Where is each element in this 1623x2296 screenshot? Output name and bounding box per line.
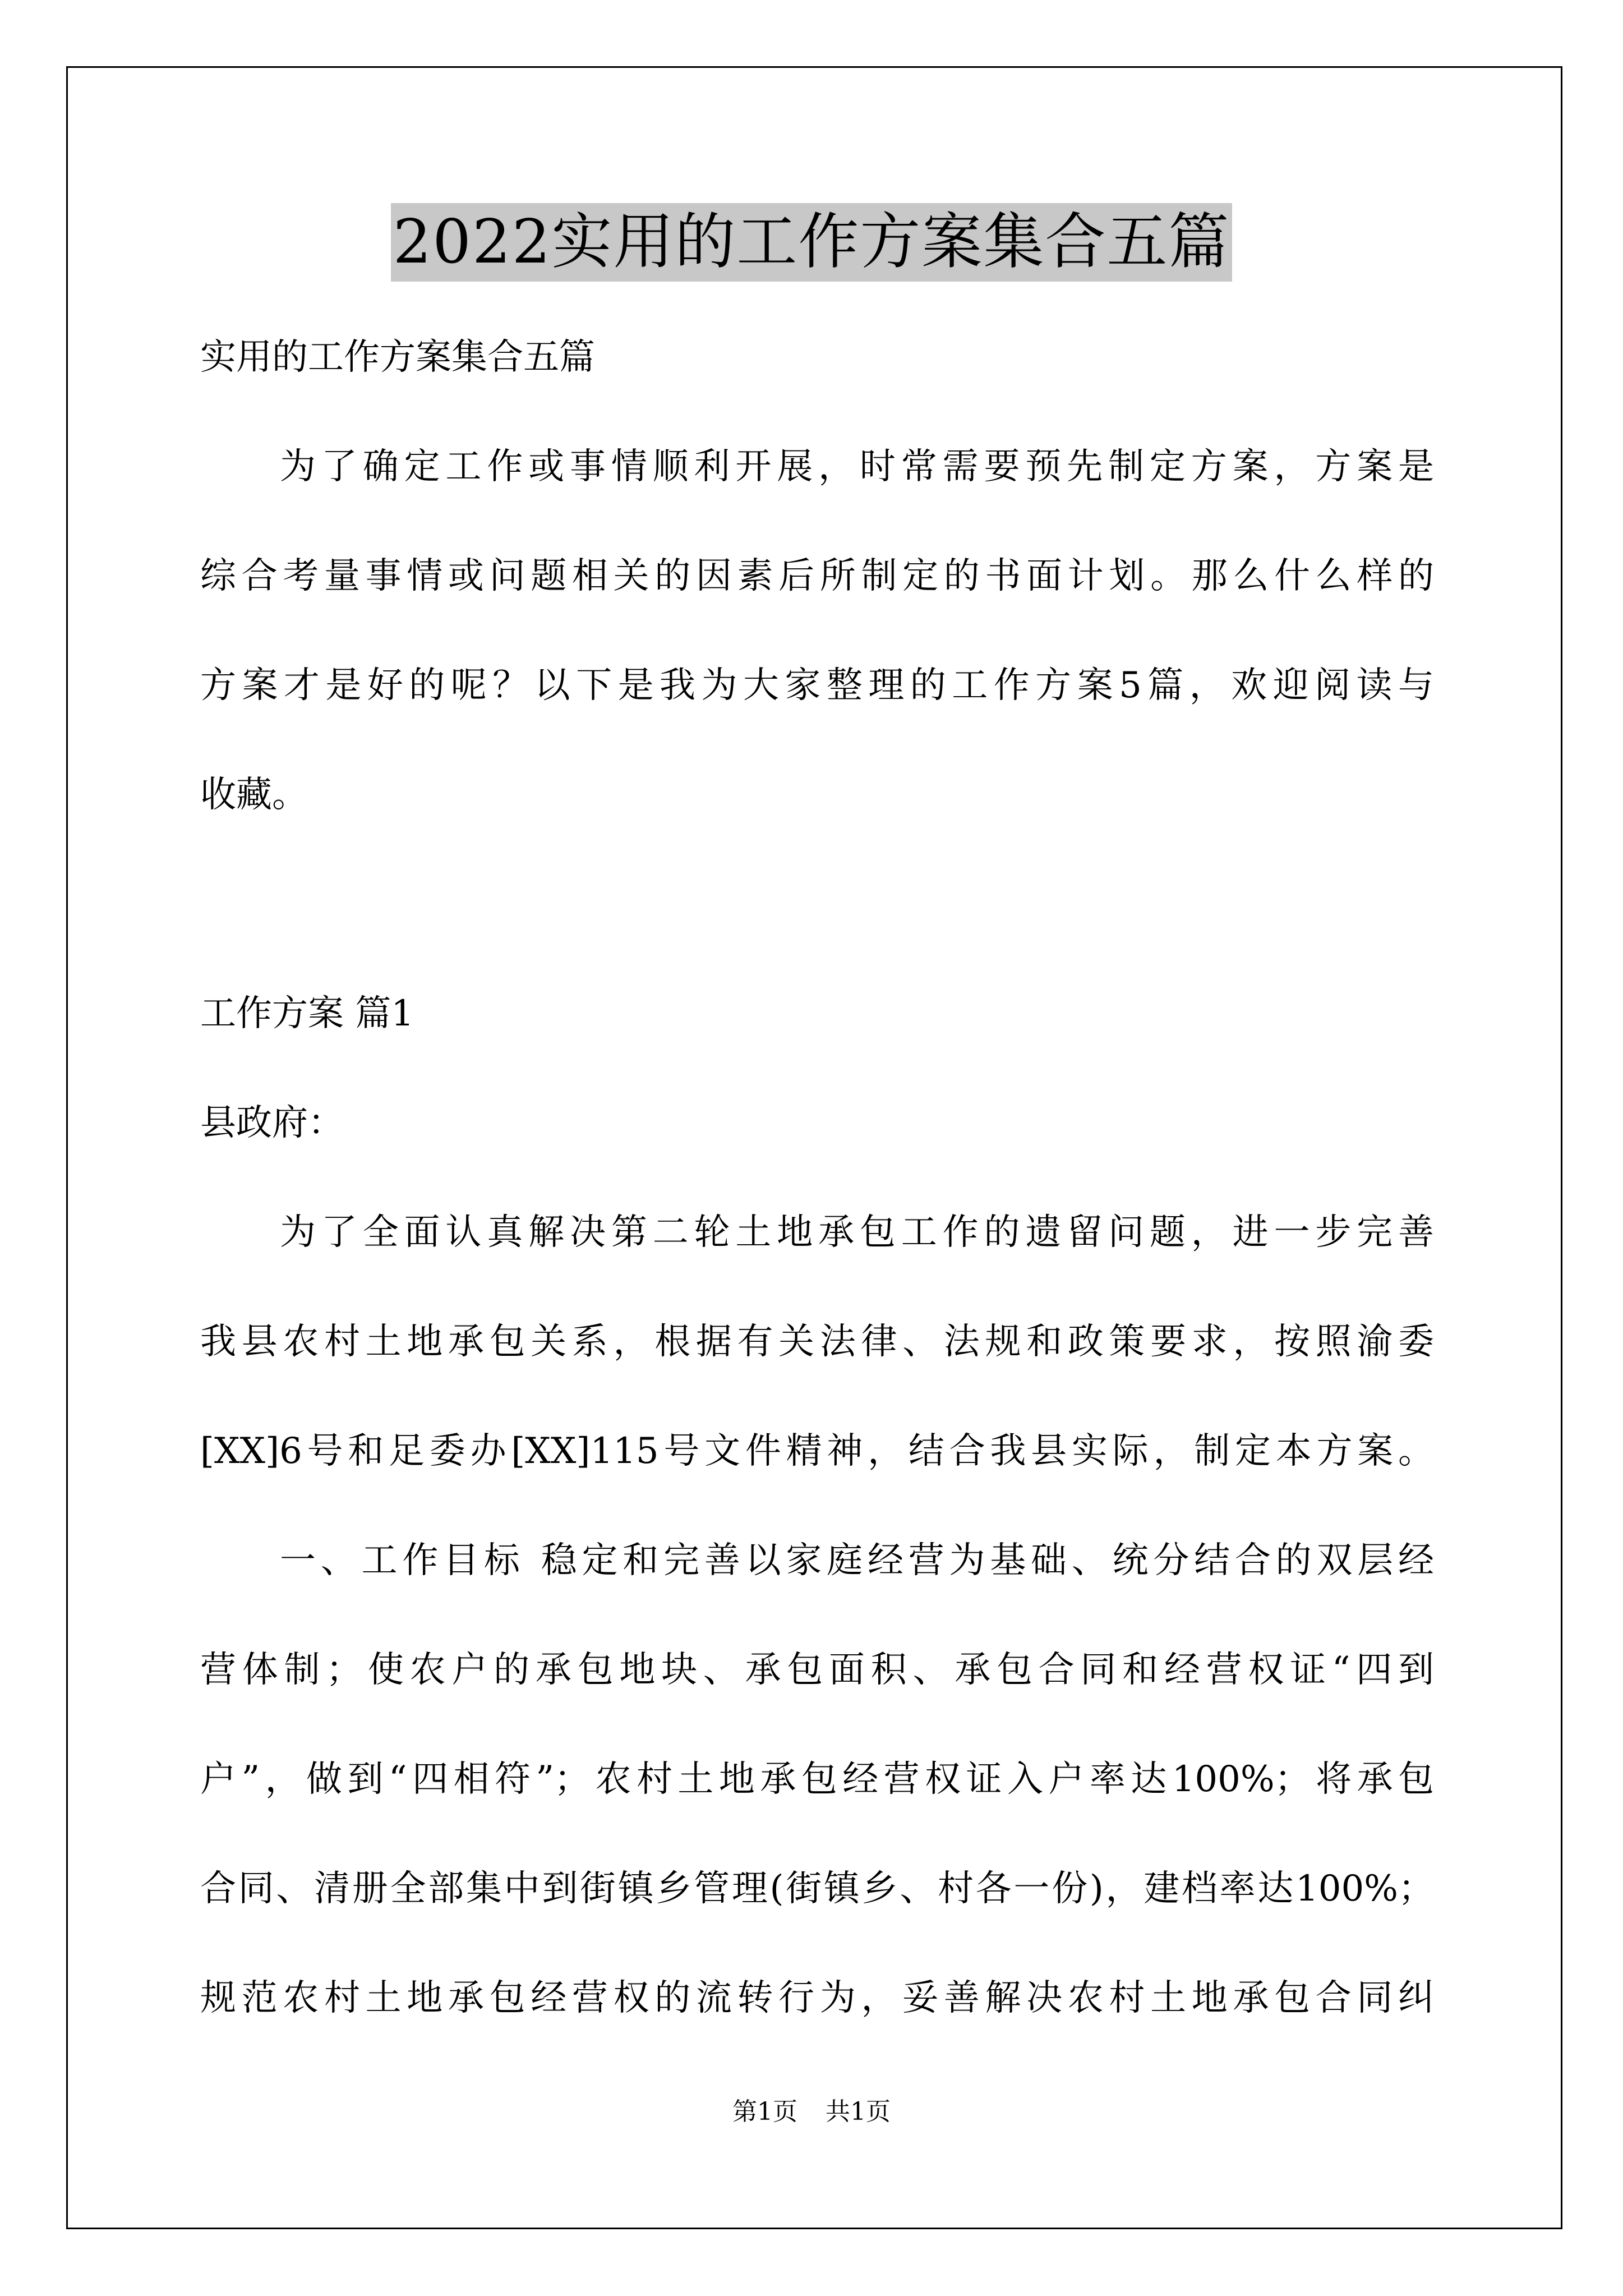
page-number-current: 第1页: [732, 2097, 797, 2126]
document-title: 2022实用的工作方案集合五篇: [391, 203, 1233, 282]
page-number-total: 共1页: [826, 2097, 891, 2126]
paragraph-line: [XX]6号和足委办[XX]115号文件精神，结合我县实际，制定本方案。: [200, 1430, 1434, 1472]
section-heading: 工作方案 篇1: [200, 993, 414, 1034]
page-footer: [0, 2091, 1623, 2127]
document-body: [200, 303, 1434, 2053]
intro-line: 综合考量事情或问题相关的因素后所制定的书面计划。那么什么样的: [200, 555, 1434, 597]
paragraph-line: 我县农村土地承包关系，根据有关法律、法规和政策要求，按照渝委: [200, 1321, 1434, 1363]
intro-line: 收藏。: [200, 774, 308, 816]
paragraph-line: 户”，做到“四相符”；农村土地承包经营权证入户率达100%；将承包: [200, 1759, 1434, 1800]
paragraph-line: 规范农村土地承包经营权的流转行为，妥善解决农村土地承包合同纠: [200, 1977, 1434, 2019]
intro-line: 方案才是好的呢？以下是我为大家整理的工作方案5篇，欢迎阅读与: [200, 665, 1434, 706]
intro-line: 为了确定工作或事情顺利开展，时常需要预先制定方案，方案是: [280, 446, 1434, 487]
document-subtitle: 实用的工作方案集合五篇: [200, 337, 595, 378]
paragraph-line: 一、工作目标 稳定和完善以家庭经营为基础、统分结合的双层经: [280, 1540, 1434, 1581]
title-container: [0, 203, 1623, 282]
salutation: 县政府：: [200, 1102, 344, 1144]
paragraph-line: 合同、清册全部集中到街镇乡管理(街镇乡、村各一份)，建档率达100%；: [200, 1868, 1434, 1910]
paragraph-line: 营体制；使农户的承包地块、承包面积、承包合同和经营权证“四到: [200, 1649, 1434, 1691]
paragraph-line: 为了全面认真解决第二轮土地承包工作的遗留问题，进一步完善: [280, 1212, 1434, 1253]
paragraph-gap: [200, 850, 1434, 959]
